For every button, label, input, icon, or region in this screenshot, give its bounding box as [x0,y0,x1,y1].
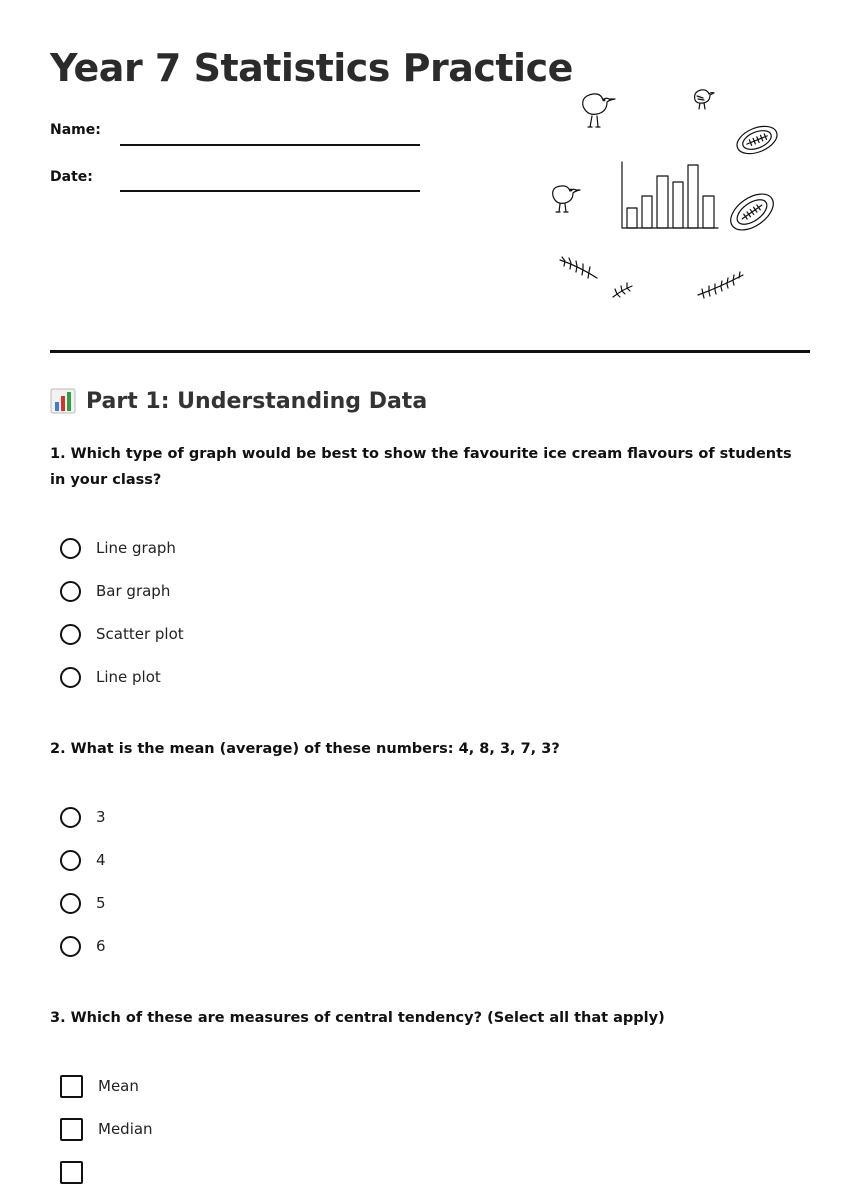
fern-icon [698,272,743,298]
kiwi-bird-icon [695,90,714,109]
option-label: 3 [96,808,106,826]
option-label: Line plot [96,668,161,686]
kiwi-bird-icon [583,94,615,127]
option-label: 6 [96,937,106,955]
q1-option-bar-graph[interactable] [60,578,170,604]
radio-button[interactable] [60,581,81,602]
q2-option-3[interactable] [60,804,106,830]
radio-button[interactable] [60,893,81,914]
q2-option-5[interactable] [60,890,106,916]
q3-option-next[interactable] [60,1159,98,1185]
option-label: Line graph [96,539,176,557]
bar-chart-drawing [622,162,718,228]
date-label: Date: [50,169,93,185]
option-label: Bar graph [96,582,171,600]
decorative-illustration [540,70,800,320]
question-1-text: 1. Which type of graph would be best to show the favourite ice cream flavours of students in your class? [50,446,792,488]
q3-option-median[interactable] [60,1116,153,1142]
fern-icon [560,257,597,278]
rugby-ball-icon [724,187,779,237]
name-field[interactable] [120,144,420,146]
q2-option-6[interactable] [60,933,106,959]
kiwi-bird-icon [553,186,580,212]
q1-option-scatter-plot[interactable] [60,621,184,647]
option-label: Mean [98,1077,139,1095]
option-label: Scatter plot [96,625,184,643]
radio-button[interactable] [60,538,81,559]
option-label: 4 [96,851,106,869]
bar-chart-icon [50,388,76,414]
radio-button[interactable] [60,936,81,957]
name-label: Name: [50,122,101,138]
q2-option-4[interactable] [60,847,106,873]
section-heading [50,388,427,414]
q1-option-line-graph[interactable] [60,535,176,561]
radio-button[interactable] [60,807,81,828]
fern-icon [613,283,632,297]
section-divider [50,350,810,353]
radio-button[interactable] [60,850,81,871]
checkbox[interactable] [60,1161,83,1184]
question-2-text: 2. What is the mean (average) of these numbers: 4, 8, 3, 7, 3? [50,741,560,757]
date-field[interactable] [120,190,420,192]
checkbox[interactable] [60,1075,83,1098]
q3-option-mean[interactable] [60,1073,139,1099]
option-label: 5 [96,894,106,912]
q1-option-line-plot[interactable] [60,664,161,690]
checkbox[interactable] [60,1118,83,1141]
rugby-ball-icon [733,121,781,159]
question-3-text: 3. Which of these are measures of central tendency? (Select all that apply) [50,1010,665,1026]
radio-button[interactable] [60,624,81,645]
option-label: Median [98,1120,153,1138]
section-title: Part 1: Understanding Data [86,388,428,414]
radio-button[interactable] [60,667,81,688]
page-title: Year 7 Statistics Practice [50,46,573,90]
